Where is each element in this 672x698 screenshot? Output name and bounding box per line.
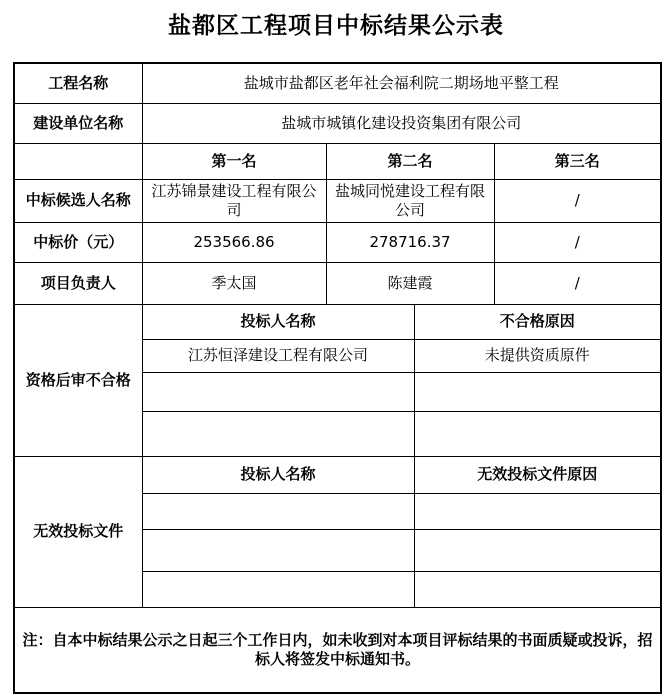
rank-header-third: 第三名 [494,143,661,179]
candidate-label: 中标候选人名称 [14,179,142,222]
rank-header-empty-cell [14,143,142,179]
invalid-header-row [14,456,661,493]
qualification-bidder-2 [142,372,414,411]
invalid-reason-header: 无效投标文件原因 [414,456,661,493]
candidates-row [14,179,661,222]
project-name-label: 工程名称 [14,63,142,103]
prices-row [14,222,661,262]
bid-price-2: 278716.37 [326,222,494,262]
owner-value: 盐城市城镇化建设投资集团有限公司 [142,103,661,143]
qualification-bidder-1: 江苏恒泽建设工程有限公司 [142,339,414,372]
invalid-bidder-1 [142,493,414,529]
candidate-name-2: 盐城同悦建设工程有限公司 [326,179,494,222]
invalid-reason-3 [414,571,661,607]
qualification-bidder-3 [142,411,414,456]
qualification-header-row [14,304,661,339]
qualification-reason-1: 未提供资质原件 [414,339,661,372]
qualification-reason-3 [414,411,661,456]
bid-result-table [13,62,662,694]
project-manager-1: 季太国 [142,262,326,304]
qualification-reason-2 [414,372,661,411]
note-row [14,607,661,693]
project-manager-2: 陈建霞 [326,262,494,304]
invalid-bidder-2 [142,529,414,571]
invalid-section-label: 无效投标文件 [14,456,142,607]
owner-label: 建设单位名称 [14,103,142,143]
project-name-value: 盐城市盐都区老年社会福利院二期场地平整工程 [142,63,661,103]
bid-price-1: 253566.86 [142,222,326,262]
invalid-reason-1 [414,493,661,529]
qualification-section-label: 资格后审不合格 [14,304,142,456]
candidate-name-1: 江苏锦景建设工程有限公司 [142,179,326,222]
rank-header-second: 第二名 [326,143,494,179]
qualification-reason-header: 不合格原因 [414,304,661,339]
qualification-bidder-header: 投标人名称 [142,304,414,339]
invalid-bidder-header: 投标人名称 [142,456,414,493]
note-text: 注：自本中标结果公示之日起三个工作日内，如未收到对本项目评标结果的书面质疑或投诉，招标人将签发中标通知书。 [14,607,661,693]
invalid-reason-2 [414,529,661,571]
project-manager-3: / [494,262,661,304]
price-label: 中标价（元） [14,222,142,262]
manager-label: 项目负责人 [14,262,142,304]
project-name-row [14,63,661,103]
page-title: 盐都区工程项目中标结果公示表 [168,13,504,39]
owner-row [14,103,661,143]
bid-price-3: / [494,222,661,262]
managers-row [14,262,661,304]
invalid-bidder-3 [142,571,414,607]
rank-header-row [14,143,661,179]
rank-header-first: 第一名 [142,143,326,179]
candidate-name-3: / [494,179,661,222]
